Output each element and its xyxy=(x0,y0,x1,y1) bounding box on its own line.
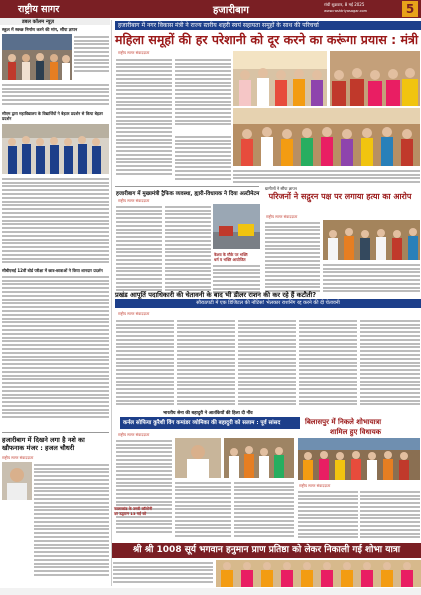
left-mid-caption: सीएम द्वारा महाविद्यालय के विद्यार्थियों ने बेहतर प्रदर्शन से किया बेहतर प्रदर्शन xyxy=(2,111,103,121)
center-headline: प्रखंड आपूर्ति पदाधिकारी की चेतावनी के बाद भी डीलर राशन की कर रहे हैं कटौती? xyxy=(115,291,317,299)
students-photo-icon xyxy=(2,124,109,174)
left-body-3 xyxy=(2,176,109,268)
left-divider xyxy=(2,432,109,433)
column-divider xyxy=(111,20,112,586)
procession-photo-icon xyxy=(298,438,420,480)
right-photo xyxy=(323,220,420,260)
audience-photo-icon xyxy=(330,51,420,106)
second-body-col2 xyxy=(165,204,211,296)
left-lower-body xyxy=(34,462,109,586)
right-lower-body-1 xyxy=(298,489,358,541)
center-body-col3 xyxy=(238,318,296,413)
right-lower-byline: राष्ट्रीय सागर संवाददाता xyxy=(299,483,331,488)
left-top-photo xyxy=(2,34,72,80)
left-column-bar xyxy=(0,18,110,25)
lead-photo-3 xyxy=(233,108,420,166)
page-footer xyxy=(0,588,421,595)
left-body-4 xyxy=(2,274,109,430)
right-lower-body-2 xyxy=(360,489,420,541)
mid-box-title: केशव के मौके पर भक्ति xyxy=(214,252,248,257)
left-top-body xyxy=(74,34,109,80)
masthead-brand: राष्ट्रीय सागर xyxy=(18,4,60,15)
yatra-photo-icon xyxy=(216,560,421,587)
left-top-headline: स्कूल में स्वच्छ निर्माण करने की मांग, सौंपा ज्ञापन xyxy=(2,27,78,32)
lead-byline: राष्ट्रीय सागर संवाददाता xyxy=(118,50,150,55)
second-story-byline: राष्ट्रीय सागर संवाददाता xyxy=(118,198,150,203)
right-headline-1 xyxy=(265,192,415,202)
group-photo-icon xyxy=(2,34,72,80)
traffic-photo-icon xyxy=(213,204,260,249)
second-photo xyxy=(213,204,260,249)
lower-body-col2 xyxy=(175,480,231,540)
second-story-headline: हजारीबाग में मुख्यमंत्री ट्रैफिक व्यवस्था, ह्यारी-विधायक ने दिया अल्टीमेटम xyxy=(116,191,260,197)
center-body-col5 xyxy=(360,318,420,413)
lower-body-col3 xyxy=(234,480,294,540)
center-band: सौराठपटी में एक डिजिटल की नोटिस! भेलकार राशनिंग रद्द करने की दी चेतावनी xyxy=(115,299,421,308)
shobha-body-1 xyxy=(113,560,213,588)
right-byline: राष्ट्रीय सागर संवाददाता xyxy=(266,214,298,219)
lower-photo-2 xyxy=(224,438,294,478)
shobha-photo xyxy=(216,560,421,587)
shobha-headline: श्री श्री 1008 सूर्य भगवान हनुमान प्राण प्रतिष्ठा को लेकर निकाली गई शोभा यात्रा xyxy=(112,543,421,558)
left-mid-headline: सीबीएसई 12वीं बोर्ड परीक्षा में छात्र-छात्राओं ने किया शानदार प्रदर्शन xyxy=(2,268,103,273)
lead-body-col1 xyxy=(116,57,172,184)
masthead-date: रांची शुक्रवार, 8 मई 2025 xyxy=(324,2,365,7)
mid-box-sub: धर्म व भक्ति आयोजित xyxy=(214,257,246,262)
lead-body-col2b xyxy=(175,134,231,184)
lead-headline: महिला समूहों की हर परेशानी को दूर करने का करूंगा प्रयास : मंत्री xyxy=(115,32,419,47)
masthead-city: हजारीबाग xyxy=(213,5,249,16)
villagers-photo-icon xyxy=(323,220,420,260)
right-lower-photo xyxy=(298,438,420,480)
lead-body-col2 xyxy=(175,57,231,132)
lead-body-col3 xyxy=(233,168,420,186)
left-column-label: डबल कॉलम न्यूज़ xyxy=(22,19,55,25)
left-lower-headline: हजारीबाग में दिखने लगा है नशे का खौफनाक मंजर : हजल चौधरी xyxy=(2,436,85,452)
lead-kicker: हजारीबाग में नगर विकास मंत्री ने राज्य स्तरीय शहरी स्वयं सहायता समूहों के साथ की परिचर्चा xyxy=(115,21,421,30)
right-lower-headline-2: शामिल हुए विधायक xyxy=(330,428,382,436)
portrait-icon xyxy=(2,462,32,500)
right-lower-headline-1: बिलासपुर में निकले शोभायात्रा xyxy=(305,418,382,426)
lead-photo-2 xyxy=(330,51,420,106)
gathering-photo-icon xyxy=(224,438,294,478)
center-body-col4 xyxy=(299,318,357,413)
right-kicker: ग्रामीणों ने सौंपा ज्ञापन xyxy=(265,186,297,191)
second-body-col1 xyxy=(116,204,162,296)
left-lower-byline: राष्ट्रीय सागर संवाददाता xyxy=(2,455,34,460)
lower-body-col1 xyxy=(116,438,172,540)
lower-mid-box-title: कालाकांड के उत्तरी कॉलोनी xyxy=(114,506,153,511)
right-body-col2 xyxy=(323,262,420,296)
lower-kicker: भारतीय सेना की बहादुरी ने आतंकियों की हिला दी नींव xyxy=(163,411,253,416)
lower-mid-box-sub: का उद्घाटन 13 मई को xyxy=(114,511,147,516)
left-body-2 xyxy=(2,82,109,110)
meeting-photo-icon xyxy=(233,51,327,106)
second-story-rule xyxy=(115,186,259,187)
lead-photo-1 xyxy=(233,51,327,106)
left-mid-photo xyxy=(2,124,109,174)
lower-byline: राष्ट्रीय सागर संवाददाता xyxy=(118,432,150,437)
lower-headline: कर्नल सोफिया कुरैशी विंग कमांडर व्योमिका की बहादुरी को सलाम : पूर्व सांसद xyxy=(120,417,300,429)
left-portrait xyxy=(2,462,32,500)
speaker-photo-icon xyxy=(175,438,221,478)
page-number-badge: 5 xyxy=(402,1,418,17)
masthead xyxy=(0,0,421,18)
lower-photo-1 xyxy=(175,438,221,478)
stage-photo-icon xyxy=(233,108,420,166)
masthead-website: www.rashtriyasagar.com xyxy=(324,9,368,13)
center-byline: राष्ट्रीय सागर संवाददाता xyxy=(118,311,150,316)
right-body-col1 xyxy=(265,220,320,296)
center-body-col1 xyxy=(116,318,174,413)
right-headline-text: परिजनों ने सद्गुरन पक्ष पर लगाया हत्या का आरोप xyxy=(268,192,412,201)
center-body-col2 xyxy=(177,318,235,413)
